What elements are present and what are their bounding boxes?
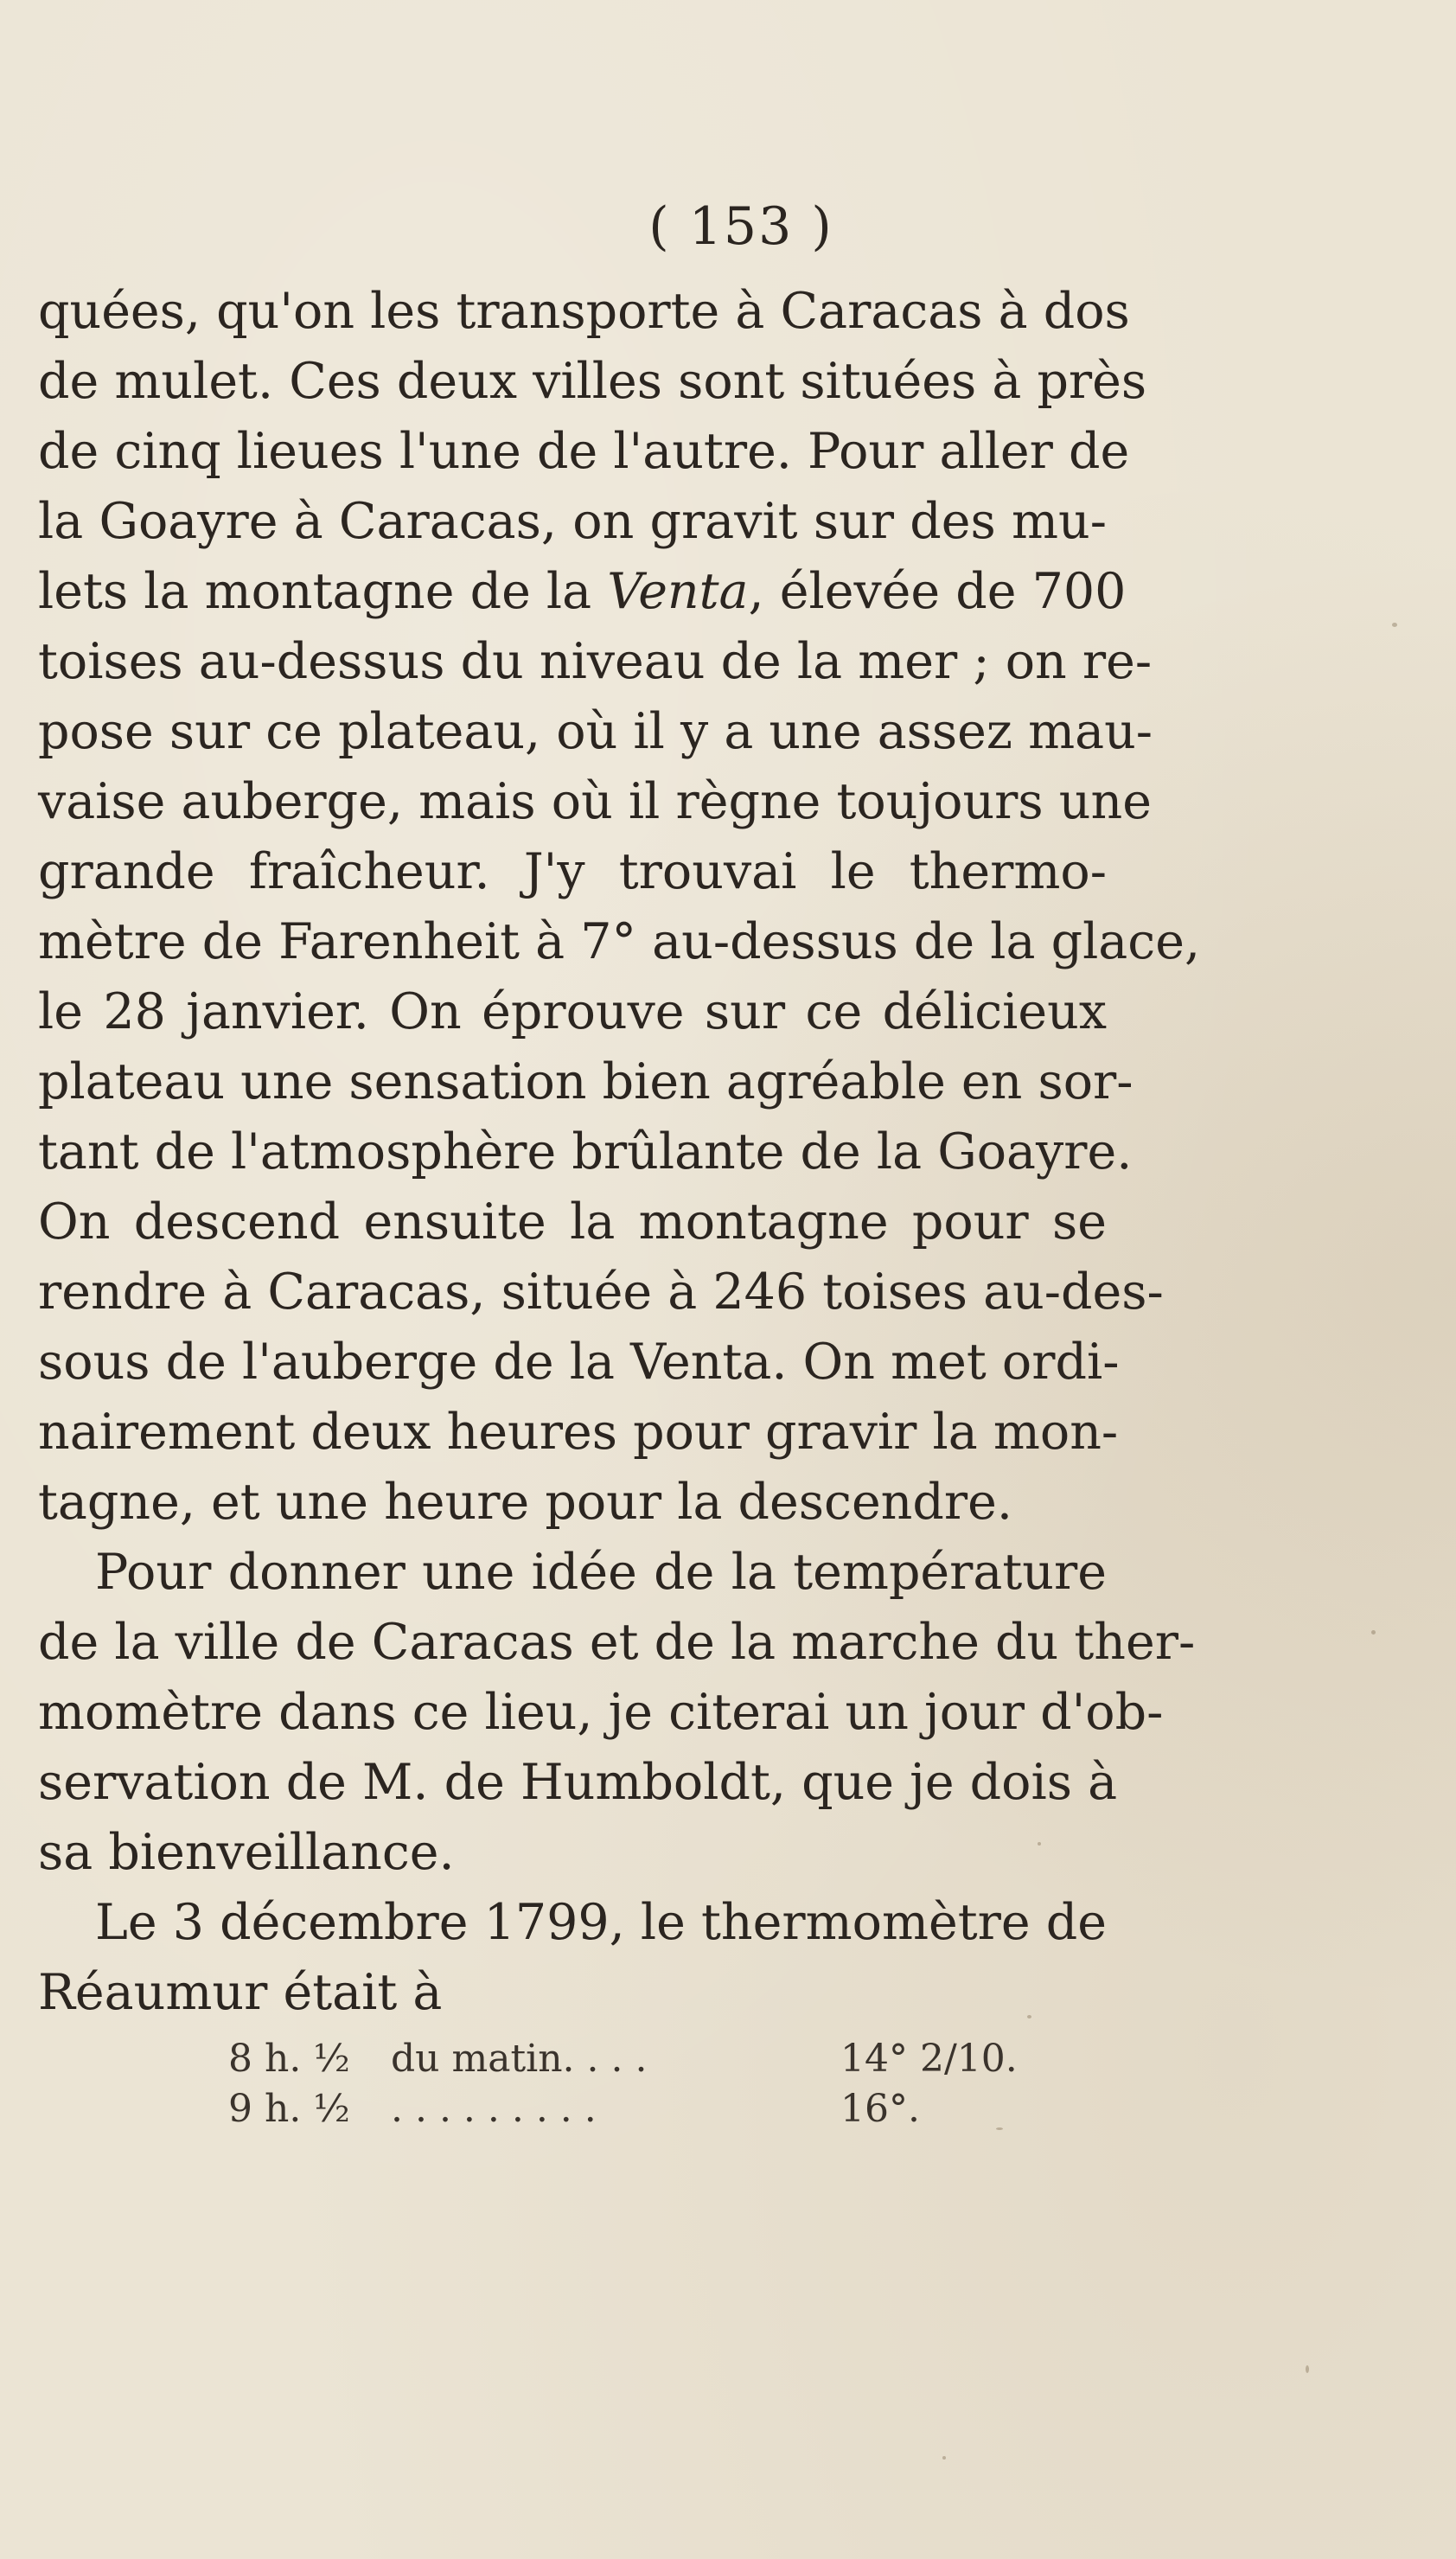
text-line: sous de l'auberge de la Venta. On met ordi- [38,1334,1120,1391]
paper-speck [942,2456,946,2460]
text-line: mètre de Farenheit à 7° au-dessus de la glace, [38,913,1201,970]
text-line: grande fraîcheur. J'y trouvai le thermo- [38,843,1107,900]
observation-value: 16°. [840,2087,920,2131]
text-line-paragraph-start: Pour donner une idée de la température [95,1544,1107,1601]
text-line: toises au-dessus du niveau de la mer ; on re- [38,633,1153,690]
text-line: On descend ensuite la montagne pour se [38,1193,1107,1251]
text-line: de mulet. Ces deux villes sont situées à près [38,353,1147,410]
text-line-with-italic [38,557,1127,627]
text-line: plateau une sensation bien agréable en sor- [38,1053,1134,1110]
text-line: vaise auberge, mais où il règne toujours une [38,773,1152,830]
observation-row [228,2084,1006,2134]
text-line: servation de M. de Humboldt, que je dois à [38,1754,1118,1811]
paper-speck [1027,2015,1031,2018]
paper-speck [1371,1630,1376,1635]
text-line: sa bienveillance. [38,1824,455,1881]
observation-time: 9 h. ½ [228,2087,350,2131]
text-line-paragraph-start: Le 3 décembre 1799, le thermomètre de [95,1894,1107,1951]
observation-row [228,2034,1018,2084]
text-line: tagne, et une heure pour la descendre. [38,1474,1012,1531]
observation-time: 8 h. ½ [228,2037,350,2081]
place-name-venta: Venta [607,563,749,620]
temperature-observations [228,2034,1018,2134]
paper-speck [1038,1842,1041,1846]
observation-label: . . . . . . . . . [391,2087,597,2131]
text-line: rendre à Caracas, située à 246 toises au-des- [38,1264,1164,1321]
text-line: momètre dans ce lieu, je citerai un jour d'ob- [38,1684,1164,1741]
paper-speck [1306,2365,1309,2373]
paper-speck [1392,623,1397,627]
observation-label: du matin. . . . [391,2037,648,2081]
observation-value: 14° 2/10. [840,2037,1018,2081]
text-line: de la ville de Caracas et de la marche du ther- [38,1614,1196,1671]
text-segment: lets la montagne de la [38,563,608,620]
text-segment: , élevée de 700 [748,563,1127,620]
text-line: quées, qu'on les transporte à Caracas à dos [38,283,1130,340]
text-line: nairement deux heures pour gravir la mon- [38,1404,1119,1461]
text-line: tant de l'atmosphère brûlante de la Goayre. [38,1123,1133,1180]
text-line: de cinq lieues l'une de l'autre. Pour aller de [38,423,1130,480]
text-line: la Goayre à Caracas, on gravit sur des mu- [38,493,1107,550]
body-text [38,277,1201,2028]
text-line: le 28 janvier. On éprouve sur ce délicieux [38,983,1107,1040]
page-number-header: ( 153 ) [648,196,833,257]
paper-speck [996,2127,1003,2130]
text-line: Réaumur était à [38,1964,443,2021]
text-line: pose sur ce plateau, où il y a une assez mau- [38,703,1153,760]
